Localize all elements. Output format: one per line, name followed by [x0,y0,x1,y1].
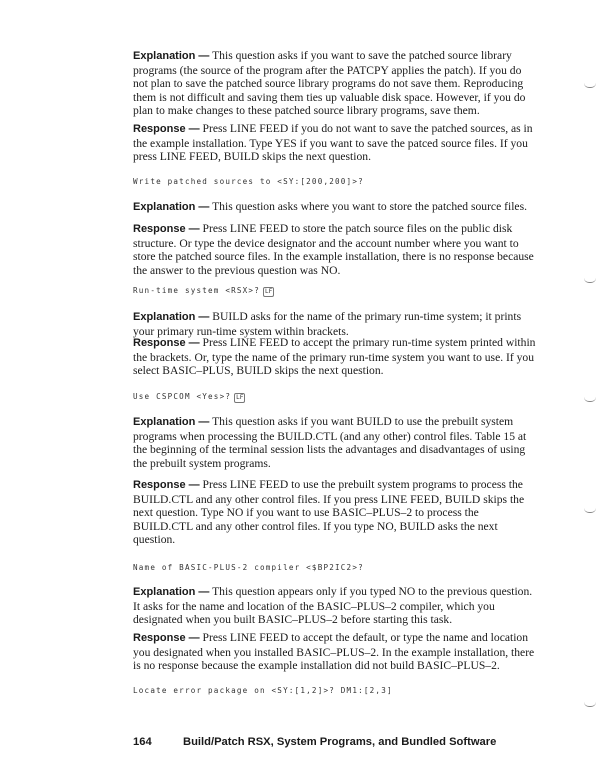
paragraph-text: Press LINE FEED to accept the default, or type the name and location you designated when you installed BASIC–PLUS–2. In the example installation, there is no response because the example installation did not build BASIC–PLUS–2. [133,631,535,673]
paragraph-text: This question asks if you want to save the patched source library programs (the source of the program after the PATCPY applies the patch). If you do not plan to save the patched source library programs do not save them. Reproducing them is not difficult and saving them ties up valuable disk space. However, if you do plan to make changes to these patched source library programs, save them. [133,49,526,118]
paragraph-text: Press LINE FEED if you do not want to save the patched sources, as in the example installation. Type YES if you want to save the patced source files. If you press LINE FEED, BUILD skips the next question. [133,122,533,164]
paragraph-label: Response — [133,337,200,349]
paragraph-label: Explanation — [133,416,210,428]
line-feed-key-icon: LF [264,288,273,295]
paragraph-label: Explanation — [133,50,210,62]
paragraph-text: This question appears only if you typed NO to the previous question. It asks for the name and location of the BASIC–PLUS–2 compiler, which you designated when you built BASIC–PLUS–2 before starting this task. [133,585,533,627]
margin-mark [584,702,596,707]
terminal-prompt [133,392,245,403]
explanation-paragraph [133,585,538,627]
paragraph-label: Response — [133,632,200,644]
response-paragraph [133,631,538,673]
response-paragraph [133,222,538,277]
paragraph-label: Response — [133,223,200,235]
paragraph-text: Press LINE FEED to accept the primary run-time system printed within the brackets. Or, type the name of the primary run-time system you want to use. If you select BASIC–PLUS, BUILD skips the next question. [133,336,536,378]
paragraph-text: This question asks if you want BUILD to use the prebuilt system programs when processing the BUILD.CTL (and any other) control files. Table 15 at the beginning of the terminal session lists the advantages and disadvantages of using the prebuilt system programs. [133,415,527,470]
page-footer [133,736,496,748]
paragraph-label: Explanation — [133,201,210,213]
explanation-paragraph [133,310,538,338]
explanation-paragraph [133,415,538,470]
terminal-prompt [133,286,274,297]
paragraph-label: Explanation — [133,311,210,323]
explanation-paragraph [133,49,538,118]
margin-mark [584,278,596,283]
paragraph-text: Press LINE FEED to use the prebuilt system programs to process the BUILD.CTL and any other control files. If you press LINE FEED, BUILD skips the next question. Type NO if you want to use BASIC–PLUS–2 to process the BUILD.CTL and any other control files. If you type NO, BUILD asks the next question. [133,478,525,547]
explanation-paragraph [133,200,538,215]
margin-mark [584,397,596,402]
prompt-text: Use CSPCOM <Yes>? [133,392,232,401]
prompt-text: Run-time system <RSX>? [133,286,260,295]
paragraph-label: Response — [133,123,200,135]
running-title: Build/Patch RSX, System Programs, and Bundled Software [183,736,497,748]
terminal-prompt: Name of BASIC-PLUS-2 compiler <$BP2IC2>? [133,563,364,572]
margin-mark [584,83,596,88]
paragraph-text: Press LINE FEED to store the patch source files on the public disk structure. Or type the device designator and the account number where you want to store the patched source files. In the example installation, there is no response because the answer to the previous question was NO. [133,222,534,277]
paragraph-text: BUILD asks for the name of the primary run-time system; it prints your primary run-time system within brackets. [133,310,522,338]
paragraph-label: Response — [133,479,200,491]
paragraph-label: Explanation — [133,586,210,598]
response-paragraph [133,122,538,164]
response-paragraph [133,478,538,547]
terminal-prompt: Locate error package on <SY:[1,2]>? DM1:[2,3] [133,686,393,695]
terminal-prompt: Write patched sources to <SY:[200,200]>? [133,177,364,186]
response-paragraph [133,336,538,378]
paragraph-text: This question asks where you want to store the patched source files. [209,200,527,213]
line-feed-key-icon: LF [236,394,244,401]
page-number: 164 [133,736,152,748]
margin-mark [584,508,596,513]
